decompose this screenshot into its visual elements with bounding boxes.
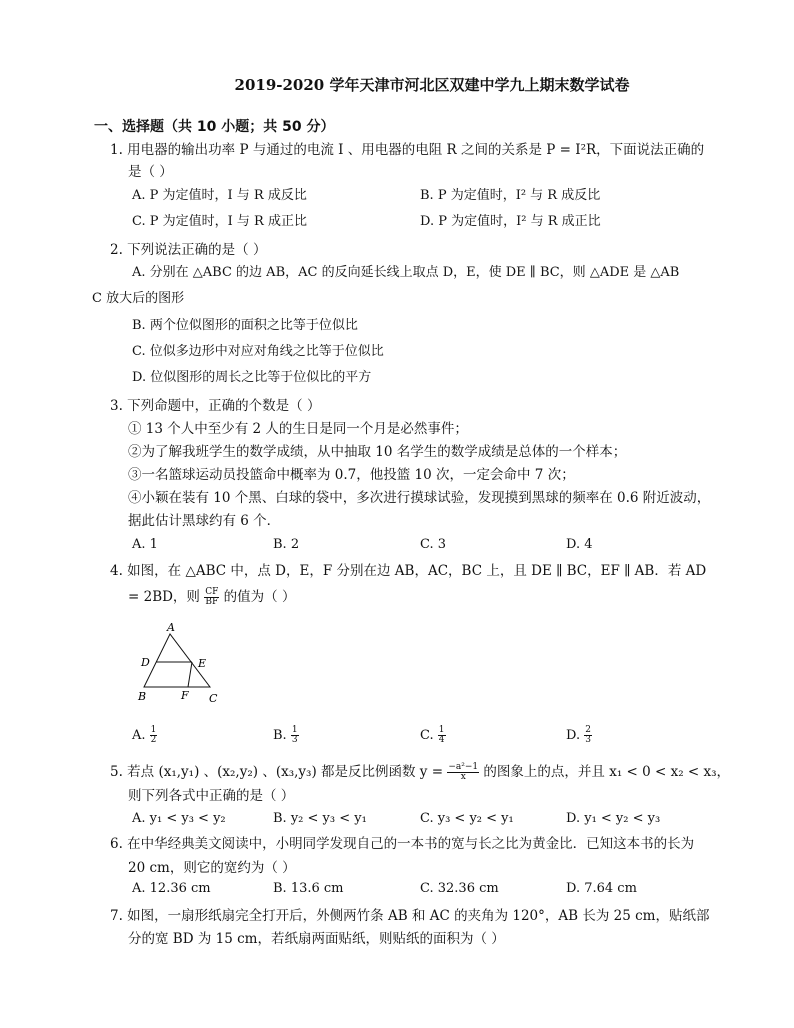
q1-stem-line1: 1. 用电器的输出功率 P 与通过的电流 I 、用电器的电阻 R 之间的关系是 P = I²R，下面说法正确的 (110, 142, 705, 158)
q4-option-c (420, 726, 446, 745)
q4-a-num: 1 (150, 725, 157, 735)
q6-option-a: A. 12.36 cm (132, 881, 211, 896)
q1-option-a: A. P 为定值时，I 与 R 成反比 (132, 188, 307, 203)
q3-statement-2: ②为了解我班学生的数学成绩，从中抽取 10 名学生的数学成绩是总体的一个样本； (128, 444, 627, 460)
label-c: C (209, 692, 218, 705)
q4-option-b (273, 726, 299, 745)
q3-stem: 3. 下列命题中，正确的个数是（ ） (110, 398, 321, 414)
q4-fraction-denominator: BF (205, 597, 219, 607)
q5-fraction-numerator: −a²−1 (448, 762, 479, 772)
q4-stem-line2 (128, 588, 295, 607)
q4-c-num: 1 (438, 725, 445, 735)
q4-stem-text-b: 的值为（ ） (223, 589, 296, 605)
triangle-figure (132, 620, 232, 710)
q2-option-c: C. 位似多边形中对应对角线之比等于位似比 (132, 344, 384, 359)
section-heading: 一、选择题（共 10 小题；共 50 分） (94, 119, 335, 135)
q4-option-c-letter: C. (420, 728, 434, 743)
q2-stem: 2. 下列说法正确的是（ ） (110, 242, 267, 258)
q5-stem-line1 (110, 763, 730, 782)
q4-option-d-letter: D. (566, 728, 581, 743)
label-a: A (167, 621, 175, 634)
q1-option-c: C. P 为定值时，I 与 R 成正比 (132, 214, 307, 229)
q7-stem-line2: 分的宽 BD 为 15 cm，若纸扇两面贴纸，则贴纸的面积为（ ） (128, 931, 505, 947)
q4-b-num: 1 (291, 725, 298, 735)
q3-option-b: B. 2 (273, 537, 300, 552)
q2-option-b: B. 两个位似图形的面积之比等于位似比 (132, 318, 358, 333)
q5-stem-text-a: 5. 若点 (x₁,y₁) 、(x₂,y₂) 、(x₃,y₃) 都是反比例函数 y = (110, 764, 444, 780)
q4-a-den: 2 (150, 735, 157, 745)
q4-d-den: 3 (585, 735, 591, 745)
q4-option-b-letter: B. (273, 728, 287, 743)
q5-option-a: A. y₁ < y₃ < y₂ (132, 811, 226, 826)
q2-option-a-line1: A. 分别在 △ABC 的边 AB，AC 的反向延长线上取点 D，E，使 DE ∥ BC，则 △ADE 是 △AB (132, 265, 680, 280)
q4-option-d (566, 726, 592, 745)
q6-stem-line1: 6. 在中华经典美文阅读中，小明同学发现自己的一本书的宽与长之比为黄金比．已知这本书的长为 (110, 836, 695, 852)
q4-option-a (132, 726, 157, 745)
q4-option-a-fraction (150, 726, 158, 745)
q4-option-b-fraction (291, 726, 299, 745)
q5-stem-line2: 则下列各式中正确的是（ ） (128, 788, 295, 804)
q5-option-c: C. y₃ < y₂ < y₁ (420, 811, 514, 826)
q2-option-d: D. 位似图形的周长之比等于位似比的平方 (132, 370, 372, 385)
q1-stem-line2: 是（ ） (128, 164, 173, 180)
q5-fraction-denominator: x (460, 772, 466, 782)
q4-c-den: 4 (438, 735, 445, 745)
q4-option-d-fraction (584, 726, 592, 745)
q4-fraction-numerator: CF (205, 587, 219, 597)
q6-option-b: B. 13.6 cm (273, 881, 344, 896)
q4-d-num: 2 (585, 725, 591, 735)
q3-option-d: D. 4 (566, 537, 593, 552)
q6-stem-line2: 20 cm，则它的宽约为（ ） (128, 860, 296, 876)
q4-b-den: 3 (291, 735, 298, 745)
page-title: 2019-2020 学年天津市河北区双建中学九上期末数学试卷 (234, 76, 630, 94)
q5-option-d: D. y₁ < y₂ < y₃ (566, 811, 661, 826)
label-b: B (138, 690, 147, 703)
segment-ef (188, 662, 192, 687)
q5-fraction (447, 763, 479, 782)
q2-option-a-line2: C 放大后的图形 (92, 291, 185, 306)
q4-option-c-fraction (438, 726, 446, 745)
label-f: F (181, 689, 189, 702)
q3-option-c: C. 3 (420, 537, 447, 552)
q6-option-d: D. 7.64 cm (566, 881, 637, 896)
q3-statement-1: ① 13 个人中至少有 2 人的生日是同一个月是必然事件； (128, 421, 468, 437)
q4-fraction (204, 588, 219, 607)
q3-statement-3: ③一名篮球运动员投篮命中概率为 0.7，他投篮 10 次，一定会命中 7 次； (128, 467, 575, 483)
q5-option-b: B. y₂ < y₃ < y₁ (273, 811, 367, 826)
label-e: E (198, 657, 207, 670)
q4-stem-text-a: = 2BD，则 (128, 589, 200, 605)
q3-option-a: A. 1 (132, 537, 158, 552)
q5-stem-text-b: 的图象上的点，并且 x₁ < 0 < x₂ < x₃， (483, 764, 731, 780)
q1-option-d: D. P 为定值时，I² 与 R 成正比 (420, 214, 601, 229)
q1-option-b: B. P 为定值时，I² 与 R 成反比 (420, 188, 601, 203)
q4-option-a-letter: A. (132, 728, 146, 743)
q6-option-c: C. 32.36 cm (420, 881, 499, 896)
q4-stem-line1: 4. 如图，在 △ABC 中，点 D，E，F 分别在边 AB，AC，BC 上，且 DE ∥ BC，EF ∥ AB．若 AD (110, 563, 707, 579)
q3-statement-4b: 据此估计黑球约有 6 个． (128, 513, 281, 529)
q7-stem-line1: 7. 如图，一扇形纸扇完全打开后，外侧两竹条 AB 和 AC 的夹角为 120°，AB 长为 25 cm，贴纸部 (110, 908, 710, 924)
label-d: D (141, 656, 150, 669)
q3-statement-4a: ④小颖在装有 10 个黑、白球的袋中，多次进行摸球试验，发现摸到黑球的频率在 0.6 附近波动， (128, 490, 711, 506)
